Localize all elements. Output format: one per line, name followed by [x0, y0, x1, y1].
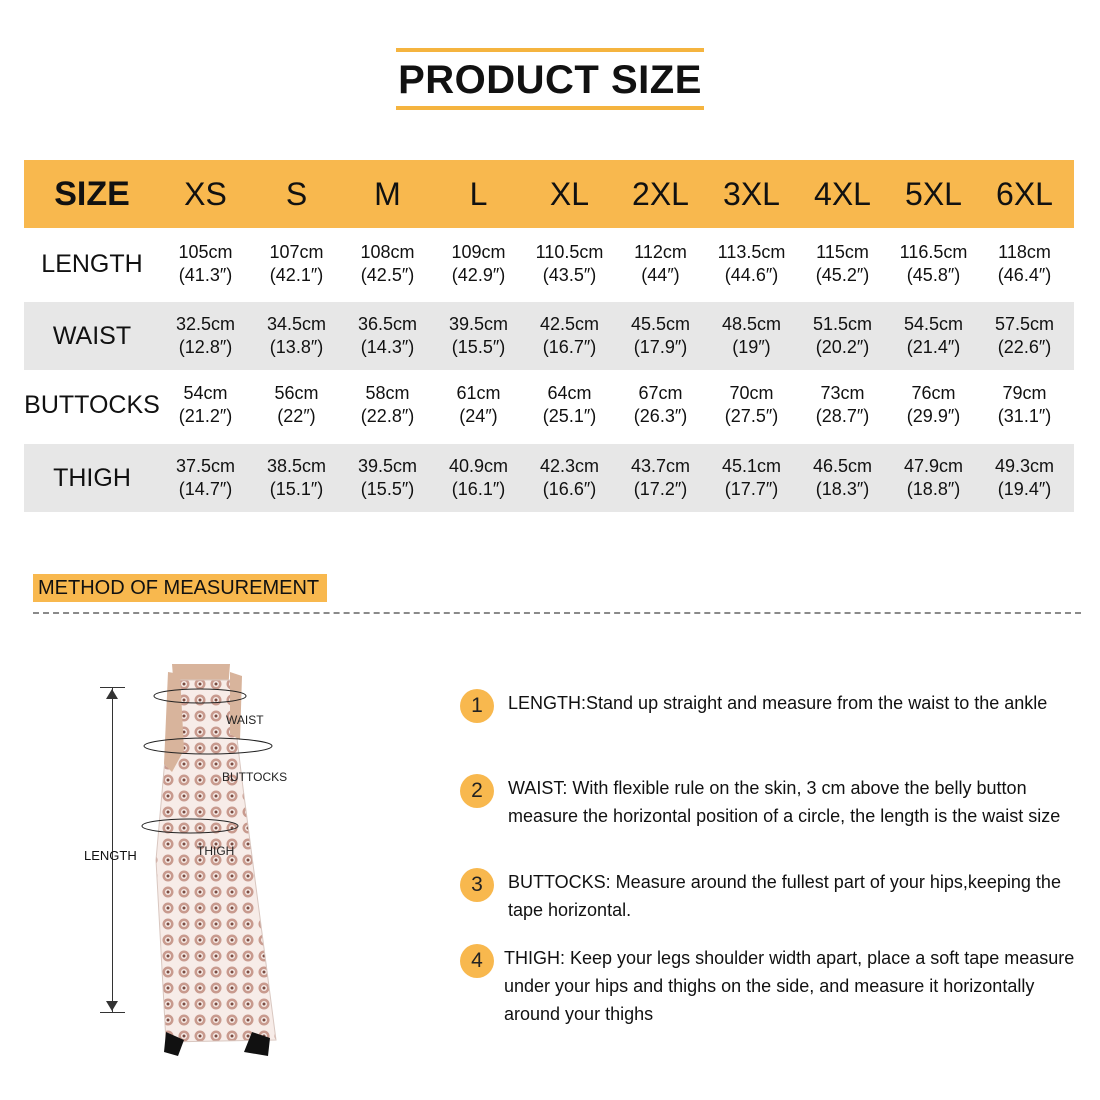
cell-cm-value: 54.5cm	[903, 314, 964, 334]
arrow-down-icon	[106, 1001, 118, 1011]
table-row	[24, 230, 1074, 298]
cell-cm-value: 70cm	[729, 383, 774, 403]
table-cell	[433, 382, 524, 428]
cell-inch-value: (29.9″)	[906, 406, 961, 426]
length-cap-bottom	[100, 1012, 125, 1013]
table-cell	[160, 241, 251, 287]
cell-cm-value: 109cm	[451, 242, 506, 262]
table-cell	[706, 382, 797, 428]
cell-inch-value: (16.1″)	[451, 479, 506, 499]
table-cell	[797, 382, 888, 428]
cell-cm-value: 48.5cm	[721, 314, 782, 334]
cell-inch-value: (16.6″)	[542, 479, 597, 499]
cell-cm-value: 64cm	[547, 383, 592, 403]
step-number-badge: 2	[460, 774, 494, 808]
table-cell	[342, 455, 433, 501]
size-col-header: L	[469, 175, 488, 212]
arrow-up-icon	[106, 689, 118, 699]
table-cell	[797, 313, 888, 359]
cell-inch-value: (45.2″)	[815, 265, 870, 285]
size-col-header: 2XL	[632, 175, 689, 212]
table-cell	[251, 241, 342, 287]
measurement-illustration	[80, 660, 380, 1060]
cell-inch-value: (22″)	[277, 406, 316, 426]
size-col-header: XL	[549, 175, 590, 212]
size-table	[24, 160, 1074, 512]
cell-inch-value: (42.5″)	[360, 265, 415, 285]
cell-cm-value: 113.5cm	[717, 242, 786, 262]
cell-inch-value: (12.8″)	[178, 337, 233, 357]
table-cell	[433, 455, 524, 501]
cell-inch-value: (21.4″)	[906, 337, 961, 357]
cell-cm-value: 43.7cm	[630, 456, 691, 476]
cell-cm-value: 73cm	[820, 383, 865, 403]
size-col-header: 3XL	[723, 175, 780, 212]
table-cell	[524, 313, 615, 359]
cell-cm-value: 46.5cm	[812, 456, 873, 476]
cell-cm-value: 54cm	[183, 383, 228, 403]
row-label: LENGTH	[41, 249, 143, 278]
row-label: BUTTOCKS	[24, 390, 160, 419]
cell-cm-value: 32.5cm	[175, 314, 236, 334]
cell-cm-value: 112cm	[634, 242, 687, 262]
table-cell	[888, 313, 979, 359]
row-label: WAIST	[52, 321, 132, 350]
table-cell	[342, 241, 433, 287]
cell-inch-value: (22.8″)	[360, 406, 415, 426]
cell-inch-value: (17.2″)	[633, 479, 688, 499]
title-rule-top	[396, 48, 704, 52]
cell-inch-value: (17.7″)	[724, 479, 779, 499]
cell-cm-value: 79cm	[1002, 383, 1047, 403]
step-number-badge: 1	[460, 689, 494, 723]
dashed-divider	[33, 612, 1081, 614]
table-row	[24, 444, 1074, 512]
cell-inch-value: (27.5″)	[724, 406, 779, 426]
table-cell	[706, 313, 797, 359]
size-header-row	[24, 160, 1074, 228]
cell-inch-value: (14.7″)	[178, 479, 233, 499]
size-col-header: 5XL	[905, 175, 962, 212]
cell-cm-value: 38.5cm	[266, 456, 327, 476]
cell-inch-value: (18.8″)	[906, 479, 961, 499]
table-cell	[888, 382, 979, 428]
cell-cm-value: 107cm	[269, 242, 324, 262]
cell-inch-value: (45.8″)	[906, 265, 961, 285]
cell-inch-value: (42.9″)	[451, 265, 506, 285]
cell-cm-value: 56cm	[274, 383, 319, 403]
cell-cm-value: 45.1cm	[721, 456, 782, 476]
cell-inch-value: (25.1″)	[542, 406, 597, 426]
cell-cm-value: 49.3cm	[994, 456, 1055, 476]
cell-cm-value: 47.9cm	[903, 456, 964, 476]
cell-inch-value: (15.5″)	[451, 337, 506, 357]
table-cell	[251, 455, 342, 501]
cell-inch-value: (43.5″)	[542, 265, 597, 285]
cell-cm-value: 42.5cm	[539, 314, 600, 334]
cell-cm-value: 36.5cm	[357, 314, 418, 334]
cell-inch-value: (20.2″)	[815, 337, 870, 357]
cell-inch-value: (19″)	[732, 337, 771, 357]
cell-inch-value: (13.8″)	[269, 337, 324, 357]
page-title: PRODUCT SIZE	[398, 58, 702, 102]
cell-inch-value: (21.2″)	[178, 406, 233, 426]
table-cell	[979, 382, 1070, 428]
step-text: THIGH: Keep your legs shoulder width apart, place a soft tape measure under your hips and thighs on the side, and measure it horizontally around your thighs	[504, 948, 1075, 1024]
table-cell	[797, 241, 888, 287]
cell-cm-value: 61cm	[456, 383, 501, 403]
table-cell	[615, 382, 706, 428]
cell-inch-value: (41.3″)	[178, 265, 233, 285]
table-row	[24, 370, 1074, 440]
table-cell	[979, 455, 1070, 501]
cell-cm-value: 116.5cm	[899, 242, 968, 262]
cell-cm-value: 45.5cm	[630, 314, 691, 334]
cell-inch-value: (44″)	[641, 265, 680, 285]
cell-cm-value: 42.3cm	[539, 456, 600, 476]
table-cell	[524, 241, 615, 287]
table-cell	[524, 382, 615, 428]
cell-inch-value: (15.5″)	[360, 479, 415, 499]
size-col-header: S	[285, 175, 308, 212]
table-cell	[888, 455, 979, 501]
cell-inch-value: (18.3″)	[815, 479, 870, 499]
cell-inch-value: (19.4″)	[997, 479, 1052, 499]
table-cell	[979, 313, 1070, 359]
cell-cm-value: 39.5cm	[448, 314, 509, 334]
method-heading: METHOD OF MEASUREMENT	[33, 574, 327, 602]
table-cell	[160, 382, 251, 428]
cell-inch-value: (17.9″)	[633, 337, 688, 357]
size-col-header: M	[374, 175, 401, 212]
table-cell	[615, 241, 706, 287]
length-label: LENGTH	[84, 848, 137, 863]
buttocks-label: BUTTOCKS	[222, 770, 288, 784]
cell-cm-value: 37.5cm	[175, 456, 236, 476]
table-cell	[342, 382, 433, 428]
cell-inch-value: (24″)	[459, 406, 498, 426]
cell-inch-value: (16.7″)	[542, 337, 597, 357]
cell-cm-value: 58cm	[365, 383, 410, 403]
cell-cm-value: 118cm	[998, 242, 1051, 262]
cell-cm-value: 40.9cm	[448, 456, 509, 476]
length-cap-top	[100, 687, 125, 688]
step-text: BUTTOCKS: Measure around the fullest part of your hips,keeping the tape horizontal.	[508, 872, 1061, 920]
thigh-label: THIGH	[197, 844, 235, 858]
size-col-header: 6XL	[996, 175, 1053, 212]
cell-inch-value: (15.1″)	[269, 479, 324, 499]
step-text: LENGTH:Stand up straight and measure from the waist to the ankle	[508, 693, 1048, 713]
cell-cm-value: 39.5cm	[357, 456, 418, 476]
title-rule-bottom	[396, 106, 704, 110]
size-col-header: 4XL	[814, 175, 871, 212]
table-cell	[888, 241, 979, 287]
cell-cm-value: 105cm	[178, 242, 233, 262]
table-cell	[615, 455, 706, 501]
table-cell	[524, 455, 615, 501]
cell-inch-value: (31.1″)	[997, 406, 1052, 426]
cell-cm-value: 34.5cm	[266, 314, 327, 334]
cell-inch-value: (28.7″)	[815, 406, 870, 426]
table-cell	[979, 241, 1070, 287]
table-cell	[615, 313, 706, 359]
table-cell	[342, 313, 433, 359]
row-label: THIGH	[53, 463, 131, 492]
cell-inch-value: (42.1″)	[269, 265, 324, 285]
cell-cm-value: 108cm	[360, 242, 415, 262]
step-number-badge: 4	[460, 944, 494, 978]
size-header-label: SIZE	[54, 174, 130, 213]
cell-cm-value: 51.5cm	[812, 314, 873, 334]
cell-cm-value: 110.5cm	[535, 242, 604, 262]
cell-inch-value: (22.6″)	[997, 337, 1052, 357]
table-cell	[706, 455, 797, 501]
table-cell	[160, 313, 251, 359]
table-cell	[797, 455, 888, 501]
cell-inch-value: (26.3″)	[633, 406, 688, 426]
table-cell	[706, 241, 797, 287]
cell-inch-value: (14.3″)	[360, 337, 415, 357]
step-number-badge: 3	[460, 868, 494, 902]
table-cell	[433, 241, 524, 287]
step-text: WAIST: With flexible rule on the skin, 3 cm above the belly button measure the horizontal position of a circle, the length is the waist size	[508, 778, 1061, 826]
table-cell	[433, 313, 524, 359]
cell-cm-value: 67cm	[638, 383, 683, 403]
cell-cm-value: 76cm	[911, 383, 956, 403]
size-col-header: XS	[184, 175, 227, 212]
waist-label: WAIST	[226, 713, 264, 727]
cell-inch-value: (44.6″)	[724, 265, 779, 285]
table-row	[24, 302, 1074, 370]
cell-inch-value: (46.4″)	[997, 265, 1052, 285]
cell-cm-value: 115cm	[816, 242, 869, 262]
table-cell	[251, 313, 342, 359]
table-cell	[251, 382, 342, 428]
title-block	[396, 48, 704, 110]
cell-cm-value: 57.5cm	[994, 314, 1055, 334]
table-cell	[160, 455, 251, 501]
